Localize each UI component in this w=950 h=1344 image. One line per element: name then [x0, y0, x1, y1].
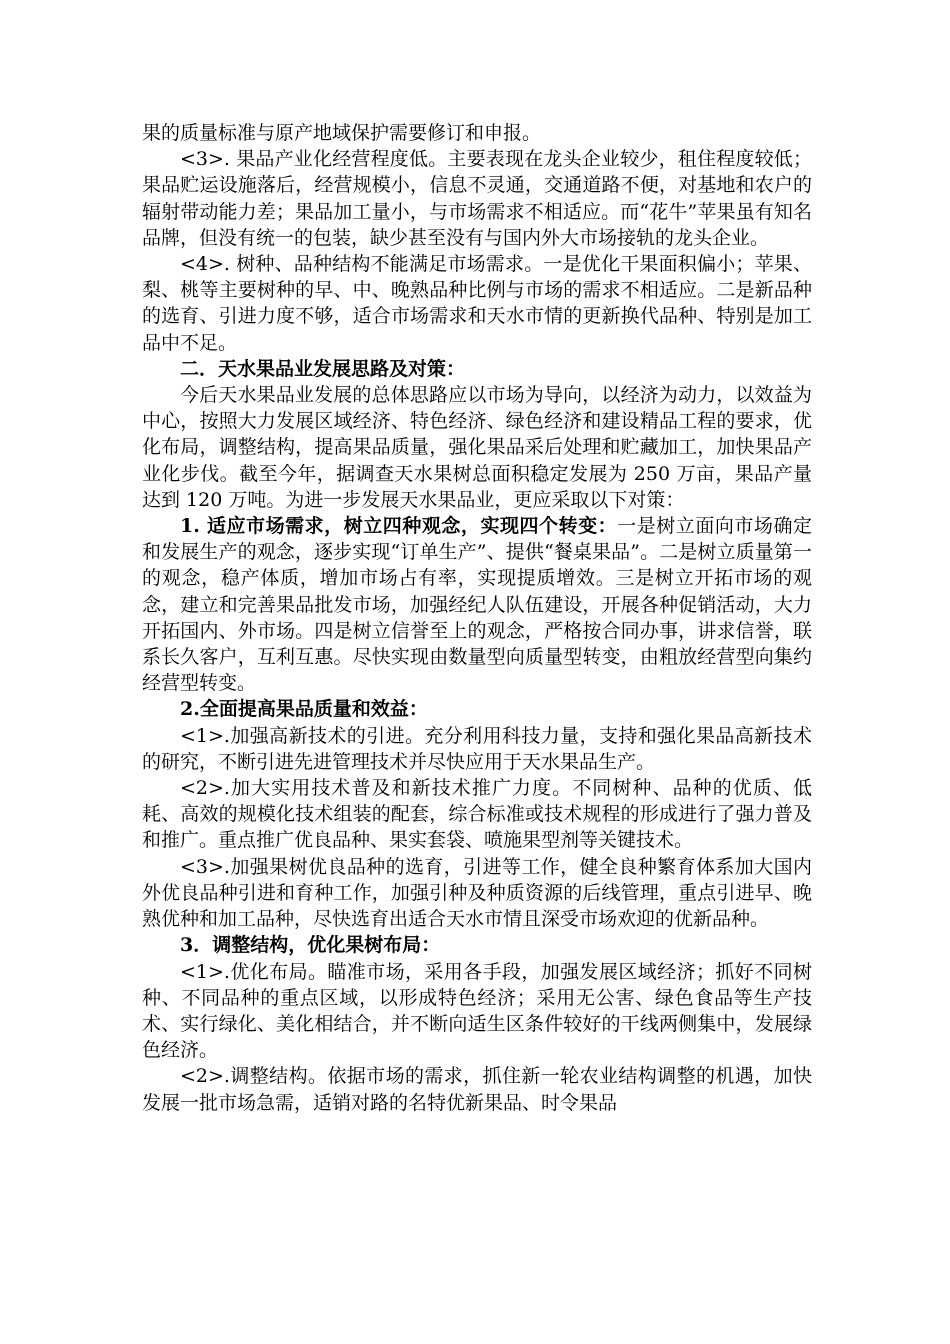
subheading-strategy-3: 3．调整结构，优化果树布局： [180, 934, 441, 957]
paragraph-item-3: <3>. 果品产业化经营程度低。主要表现在龙头企业较少，租住程度较低；果品贮运设施落后，经营规模小，信息不灵通，交通道路不便，对基地和农户的辐射带动能力差；果品加工量小，与市场需求不相适应。而“花牛”苹果虽有知名品牌，但没有统一的包装，缺少甚至没有与国内外大市场接轨的龙头企业。 [142, 148, 812, 249]
document-body [142, 120, 812, 1116]
strategy-1-lead: 1. 适应市场需求，树立四种观念，实现四个转变： [180, 515, 618, 538]
paragraph-strategy-2-1: <1>.加强高新技术的引进。充分利用科技力量，支持和强化果品高新技术的研究，不断引进先进管理技术并尽快应用于天水果品生产。 [142, 724, 812, 773]
paragraph-continuation: 果的质量标准与原产地域保护需要修订和申报。 [142, 122, 542, 144]
paragraph-strategy-1 [142, 513, 812, 696]
paragraph-strategy-3-2: <2>.调整结构。依据市场的需求，抓住新一轮农业结构调整的机遇，加快发展一批市场急需，适销对路的名特优新果品、时令果品 [142, 1065, 812, 1114]
paragraph-strategy: 今后天水果品业发展的总体思路应以市场为导向，以经济为动力，以效益为中心，按照大力发展区域经济、特色经济、绿色经济和建设精品工程的要求，优化布局，调整结构，提高果品质量，强化果品采后处理和贮藏加工，加快果品产业化步伐。截至今年，据调查天水果树总面积稳定发展为 250 万亩，果品产量达到 120 万吨。为进一步发展天水果品业，更应采取以下对策： [142, 384, 812, 511]
paragraph-strategy-3-1: <1>.优化布局。瞄准市场，采用各手段，加强发展区域经济；抓好不同树种、不同品种的重点区域，以形成特色经济；采用无公害、绿色食品等生产技术、实行绿化、美化相结合，并不断向适生区条件较好的干线两侧集中，发展绿色经济。 [142, 960, 812, 1062]
paragraph-strategy-2-3: <3>.加强果树优良品种的选育，引进等工作，健全良种繁育体系加大国内外优良品种引进和育种工作，加强引种及种质资源的后线管理，重点引进早、晚熟优种和加工品种，尽快选育出适合天水市情且深受市场欢迎的优新品种。 [142, 855, 812, 931]
section-heading-2: 二．天水果品业发展思路及对策： [180, 357, 466, 380]
paragraph-strategy-2-2: <2>.加大实用技术普及和新技术推广力度。不同树种、品种的优质、低耗、高效的规模化技术组装的配套，综合标准或技术规程的形成进行了强力普及和推广。重点推广优良品种、果实套袋、喷施果型剂等关键技术。 [142, 777, 812, 852]
paragraph-item-4: <4>. 树种、品种结构不能满足市场需求。一是优化干果面积偏小；苹果、梨、桃等主要树种的早、中、晚熟品种比例与市场的需求不相适应。二是新品种的选育、引进力度不够，适合市场需求和天水市情的更新换代品种、特别是加工品中不足。 [142, 253, 812, 354]
strategy-1-body: 一是树立面向市场确定和发展生产的观念，逐步实现“订单生产”、提供“餐桌果品”。二是树立质量第一的观念，稳产体质，增加市场占有率，实现提质增效。三是树立开拓市场的观念，建立和完善果品批发市场，加强经纪人队伍建设，开展各种促销活动，大力开拓国内、外市场。四是树立信誉至上的观念，严格按合同办事，讲求信誉，联系长久客户，互利互惠。尽快实现由数量型向质量型转变，由粗放经营型向集约经营型转变。 [142, 515, 812, 695]
subheading-strategy-2: 2.全面提高果品质量和效益： [180, 698, 428, 721]
